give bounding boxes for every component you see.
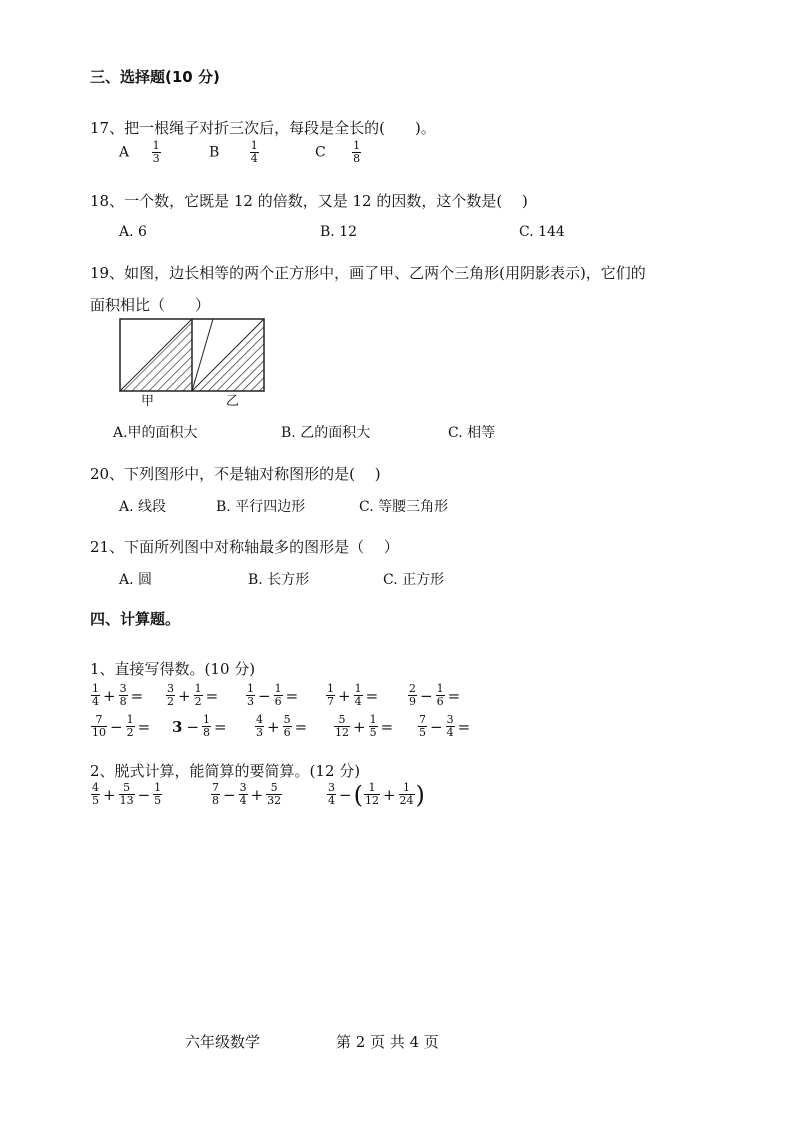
- q18-option-a: A. 6: [119, 224, 147, 240]
- fraction: $\frac{1}{3}$: [152, 139, 160, 165]
- direct-calc-item: $\frac{7}{5}$ − $\frac{3}{4}$ =: [419, 713, 471, 739]
- section-title-choice: 三、选择题(10 分): [90, 68, 220, 86]
- q19-option-a: A.甲的面积大: [113, 425, 198, 441]
- q17-option-c: [315, 140, 362, 165]
- fraction: $\frac{1}{4}$: [250, 139, 258, 165]
- stepwise-calc-item: $\frac{7}{8}$ − $\frac{3}{4}$ + $\frac{5}{32}$: [212, 781, 282, 807]
- q19-option-c: C. 相等: [448, 425, 496, 441]
- triangle-jia-shape: [120, 319, 192, 391]
- stepwise-calc-item: $\frac{4}{5}$ + $\frac{5}{13}$ − $\frac{1}{5}$: [92, 781, 162, 807]
- q20-option-c: C. 等腰三角形: [359, 499, 449, 515]
- q18-option-c: C. 144: [519, 224, 565, 240]
- stepwise-calc-item: $\frac{3}{4}$ − ( $\frac{1}{12}$ + $\frac{1}{24}$ ): [328, 780, 425, 809]
- question-19-text-line2: 面积相比（ ）: [90, 296, 211, 314]
- fraction: $\frac{1}{8}$: [353, 139, 361, 165]
- q20-option-b: B. 平行四边形: [216, 499, 306, 515]
- calc-part1-title: 1、直接写得数。(10 分): [90, 660, 256, 678]
- direct-calc-item: $\frac{7}{10}$ − $\frac{1}{2}$ =: [92, 713, 151, 739]
- question-19-text-line1: 19、如图，边长相等的两个正方形中，画了甲、乙两个三角形(用阴影表示)，它们的: [90, 264, 646, 282]
- q21-option-b: B. 长方形: [248, 572, 310, 588]
- q17-option-b: [209, 140, 260, 165]
- direct-calc-item: $\frac{2}{9}$ − $\frac{1}{6}$ =: [409, 682, 461, 708]
- question-18-text: 18、一个数，它既是 12 的倍数，又是 12 的因数，这个数是( ): [90, 192, 528, 210]
- option-letter: B: [209, 144, 220, 161]
- question-21-text: 21、下面所列图中对称轴最多的图形是（ ）: [90, 538, 399, 556]
- question-17-text: 17、把一根绳子对折三次后，每段是全长的( )。: [90, 119, 436, 137]
- label-jia: 甲: [141, 394, 155, 409]
- direct-calc-item: $\frac{1}{7}$ + $\frac{1}{4}$ =: [327, 682, 379, 708]
- direct-calc-item: $\frac{3}{2}$ + $\frac{1}{2}$ =: [167, 682, 219, 708]
- q19-option-b: B. 乙的面积大: [281, 425, 371, 441]
- direct-calc-item: $\frac{5}{12}$ + $\frac{1}{5}$ =: [335, 713, 394, 739]
- calc-part2-title: 2、脱式计算，能简算的要简算。(12 分): [90, 762, 361, 780]
- direct-calc-item: $\frac{1}{3}$ − $\frac{1}{6}$ =: [247, 682, 299, 708]
- footer-page-number: 第 2 页 共 4 页: [336, 1033, 439, 1051]
- q18-option-b: B. 12: [320, 224, 358, 240]
- q21-option-c: C. 正方形: [383, 572, 445, 588]
- direct-calc-item: $\frac{4}{3}$ + $\frac{5}{6}$ =: [256, 713, 308, 739]
- section-title-calc: 四、计算题。: [90, 610, 181, 628]
- question-20-text: 20、下列图形中，不是轴对称图形的是( ): [90, 465, 381, 483]
- label-yi: 乙: [226, 394, 240, 409]
- q21-option-a: A. 圆: [119, 572, 153, 588]
- q17-option-a: [119, 140, 162, 165]
- q19-squares-figure: [115, 314, 270, 408]
- direct-calc-item: 3 − $\frac{1}{8}$ =: [172, 713, 227, 739]
- footer-subject: 六年级数学: [185, 1033, 261, 1051]
- direct-calc-item: $\frac{1}{4}$ + $\frac{3}{8}$ =: [92, 682, 144, 708]
- option-letter: A: [119, 144, 130, 161]
- q20-option-a: A. 线段: [119, 499, 167, 515]
- option-letter: C: [315, 144, 326, 161]
